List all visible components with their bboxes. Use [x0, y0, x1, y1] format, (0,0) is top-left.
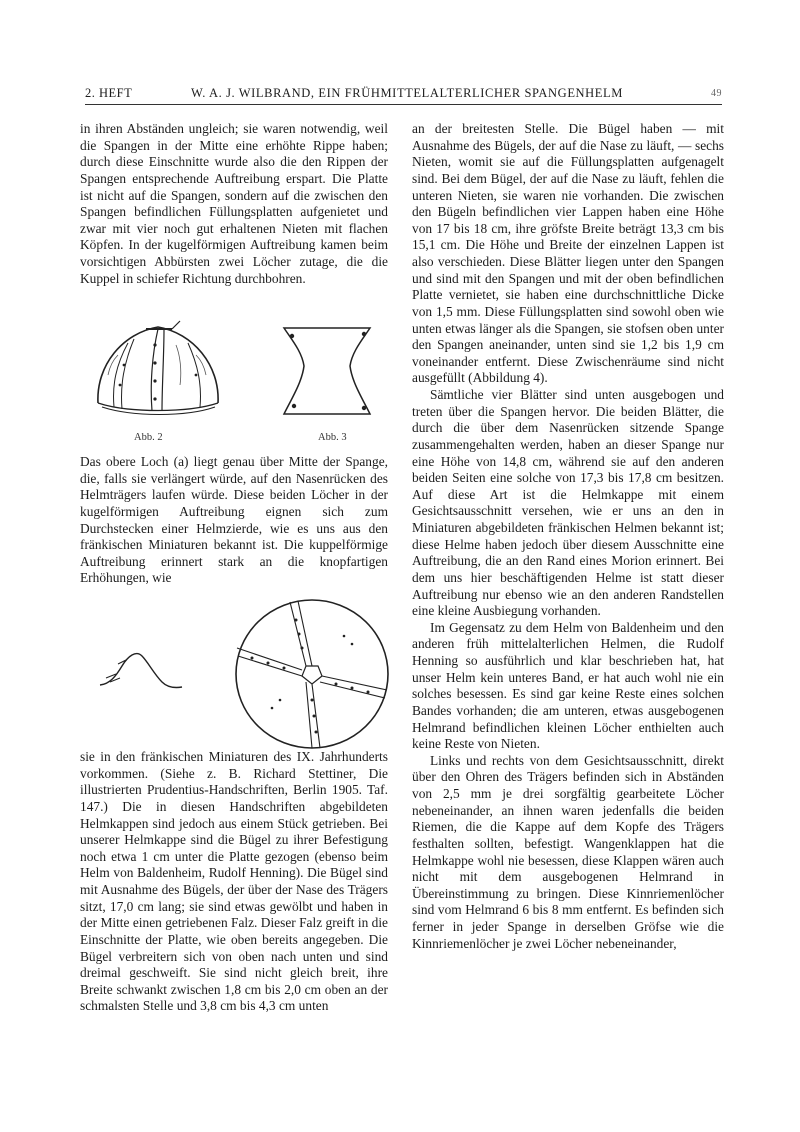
paragraph: Im Gegensatz zu dem Helm von Baldenheim und den anderen früh mittelalterlichen Helmen, die Rudolf Henning so ausführlich und klar beschrieben hat, hat unser Helm kein unteres Band, er hat auch wohl nie ein solches besessen. Es sind gar keine Reste eines solchen Bandes vorhanden; die am unteren, etwas ausgebogenen Helmrand befindlichen kleinen Löcher enthielten auch keine Reste von Nieten.	[412, 619, 724, 752]
paragraph: an der breitesten Stelle. Die Bügel haben — mit Ausnahme des Bügels, der auf die Nase zu läuft, — sechs Nieten, womit sie auf die Füllungsplatten aufgenagelt sind. Bei dem Bügel, der auf die Nase zu läuft, fehlen die unteren Nieten, sie waren nie vorhanden. Die zwischen den Bügeln befindlichen vier Lappen haben eine Höhe von 17 bis 18 cm, ihre gröfste Breite beträgt 13,3 cm bis 15,1 cm. Die Höhe und Breite der einzelnen Lappen ist also verschieden. Diese Blätter liegen unter den Spangen und sind mit den Spangen und mit der oben befindlichen Platte vernietet, sie haben eine durchschnittliche Dicke von 1,5 mm. Diese Füllungsplatten sind sowohl oben wie unten etwas länger als die Spangen, sie stofsen oben unter den Spangen aneinander, unten sind sie 1,2 bis 1,9 cm voneinander entfernt. Diese Zwischenräume sind nicht ausgefüllt (Abbildung 4).	[412, 121, 724, 386]
paragraph: Links und rechts von dem Gesichtsausschnitt, direkt über den Ohren des Trägers befinden sich in Abständen von 2,5 mm je drei sorgfältig gearbeitete Löcher nebeneinander, an ihnen waren jedenfalls die beiden Riemen, die die Kappe auf dem Kopfe des Trägers festhalten sollten, befestigt. Wangenklappen hat die Helmkappe wohl nie besessen, diese Klappen wären auch nicht mit dem ausgebogenen Helmrand in Übereinstimmung zu bringen. Diese Kinnriemenlöcher sind vom Helmrand 6 bis 8 mm entfernt. Es befinden sich ferner in jeder Spange in derselben Gröfse wie die Kinnriemenlöcher je zwei Löcher nebeneinander,	[412, 752, 724, 951]
running-header	[85, 86, 722, 106]
figure-helmet-top-view	[232, 596, 392, 752]
figure-abb3-plate	[272, 318, 382, 430]
paragraph: Das obere Loch (a) liegt genau über Mitte der Spange, die, falls sie verlängert würde, auf den Nasenrücken des Helmträgers laufen würde. Diese beiden Löcher in der kugelförmigen Auftreibung eignen sich zum Durchstecken einer Helmzierde, wie es uns aus den fränkischen Miniaturen bekannt ist. Die kuppelförmige Auftreibung erinnert stark an die knopfartigen Erhöhungen, wie	[80, 454, 388, 586]
page-number: 49	[711, 88, 722, 99]
right-column	[412, 121, 724, 952]
paragraph: in ihren Abständen ungleich; sie waren notwendig, weil die Spangen in der Mitte eine erhöhte Rippe haben; durch diese Einschnitte wurde also die den Rippen der Spangen entsprechende Auftreibung erspart. Die Platte ist nicht auf die Spangen, sondern auf die zwischen den Spangen befindlichen Füllungsplatten aufgenietet und zwar mit vier noch gut erhaltenen Nieten mit flachen Köpfen. In der kugelförmigen Auftreibung kamen beim vorsichtigen Abbürsten zwei Löcher zutage, die die Kuppel in schiefer Richtung durchbohren.	[80, 121, 388, 286]
left-column-top	[80, 121, 388, 287]
left-column-middle	[80, 454, 388, 587]
running-title: W. A. J. WILBRAND, EIN FRÜHMITTELALTERLICHER SPANGENHELM	[191, 86, 623, 100]
figure-caption-abb3: Abb. 3	[318, 432, 347, 443]
figure-abb2-helmet-side	[88, 315, 228, 430]
paragraph: Sämtliche vier Blätter sind unten ausgebogen und treten über die Spangen hervor. Die beiden Blätter, die durch die über dem Nasenrücken sitzende Spange zusammengehalten werden, haben an dieser Spange nur eine Höhe von 14,8 cm, während sie auf den anderen beiden Seiten eine solche von 17,3 bis 17,8 cm besitzen. Auf diese Art ist die Helmkappe mit einem Gesichtsausschnitt versehen, wie er uns an den in Miniaturen abgebildeten fränkischen Helmen bekannt ist; diese Helme haben jedoch über diesem Ausschnitte eine Auftreibung, die an den Rand eines Morion erinnert. Bei dem uns hier beschäftigenden Helme ist statt dieser Auftreibung nur ebenso wie an den anderen Randstellen eine kleine Ausbiegung vorhanden.	[412, 387, 724, 619]
issue-label: 2. HEFT	[85, 86, 133, 100]
paragraph: sie in den fränkischen Miniaturen des IX. Jahrhunderts vorkommen. (Siehe z. B. Richard Stettiner, Die illustrierten Prudentius-Handschriften, Berlin 1905. Taf. 147.) Die in diesen Handschriften abgebildeten Helmkappen sind jedoch aus einem Stück getrieben. Bei unserer Helmkappe sind die Bügel zu ihrer Befestigung noch etwa 1 cm unter die Platte gezogen (ebenso beim Helm von Baldenheim, Rudolf Henning). Die Bügel sind mit Ausnahme des Bügels, der über der Nase des Trägers sitzt, 17,0 cm lang; sie sind etwas gewölbt und haben in der Mitte einen getriebenen Falz. Dieser Falz greift in die Einschnitte der Platte, wie oben bereits angegeben. Die Bügel verbreitern sich von oben nach unten und sind dreimal geschweift. Sie sind nicht gleich breit, ihre Breite schwankt zwischen 1,8 cm bis 2,0 cm oben an der schmalsten Stelle und 3,8 cm bis 4,3 cm unten	[80, 749, 388, 1014]
figure-small-profile	[92, 640, 187, 695]
left-column-bottom	[80, 749, 388, 1015]
header-rule	[85, 104, 722, 105]
figure-caption-abb2: Abb. 2	[134, 432, 163, 443]
